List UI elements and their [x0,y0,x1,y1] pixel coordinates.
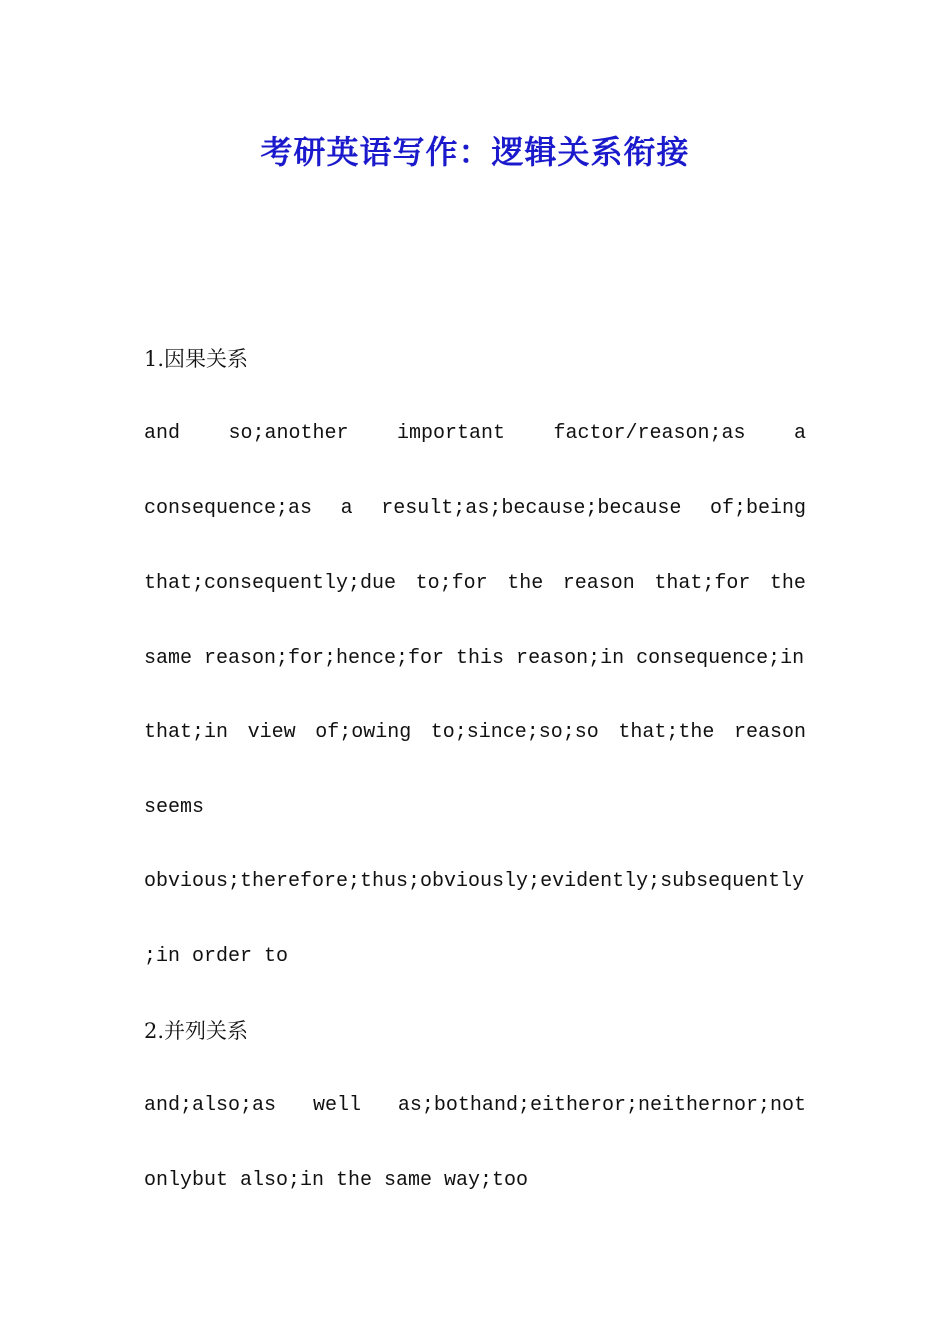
text-line: onlybut also;in the same way;too [144,1169,529,1192]
text-line: and;also;as well as;bothand;eitheror;neithernor;not [144,1094,806,1117]
section-heading-cause-effect: 1.因果关系 [144,347,249,371]
text-line: consequence;as a result;as;because;because of;being [144,497,806,520]
text-line: obvious;therefore;thus;obviously;evidently;subsequently [144,870,805,893]
text-line: that;consequently;due to;for the reason that;for the [144,572,806,595]
text-line: and so;another important factor/reason;as a [144,422,806,445]
document-title: 考研英语写作：逻辑关系衔接 [260,133,690,171]
text-line: ;in order to [144,945,289,968]
section-heading-parallel: 2.并列关系 [144,1019,249,1043]
text-line: same reason;for;hence;for this reason;in consequence;in [144,647,805,670]
text-line: that;in view of;owing to;since;so;so that;the reason [144,721,806,744]
text-line: seems [144,796,205,819]
